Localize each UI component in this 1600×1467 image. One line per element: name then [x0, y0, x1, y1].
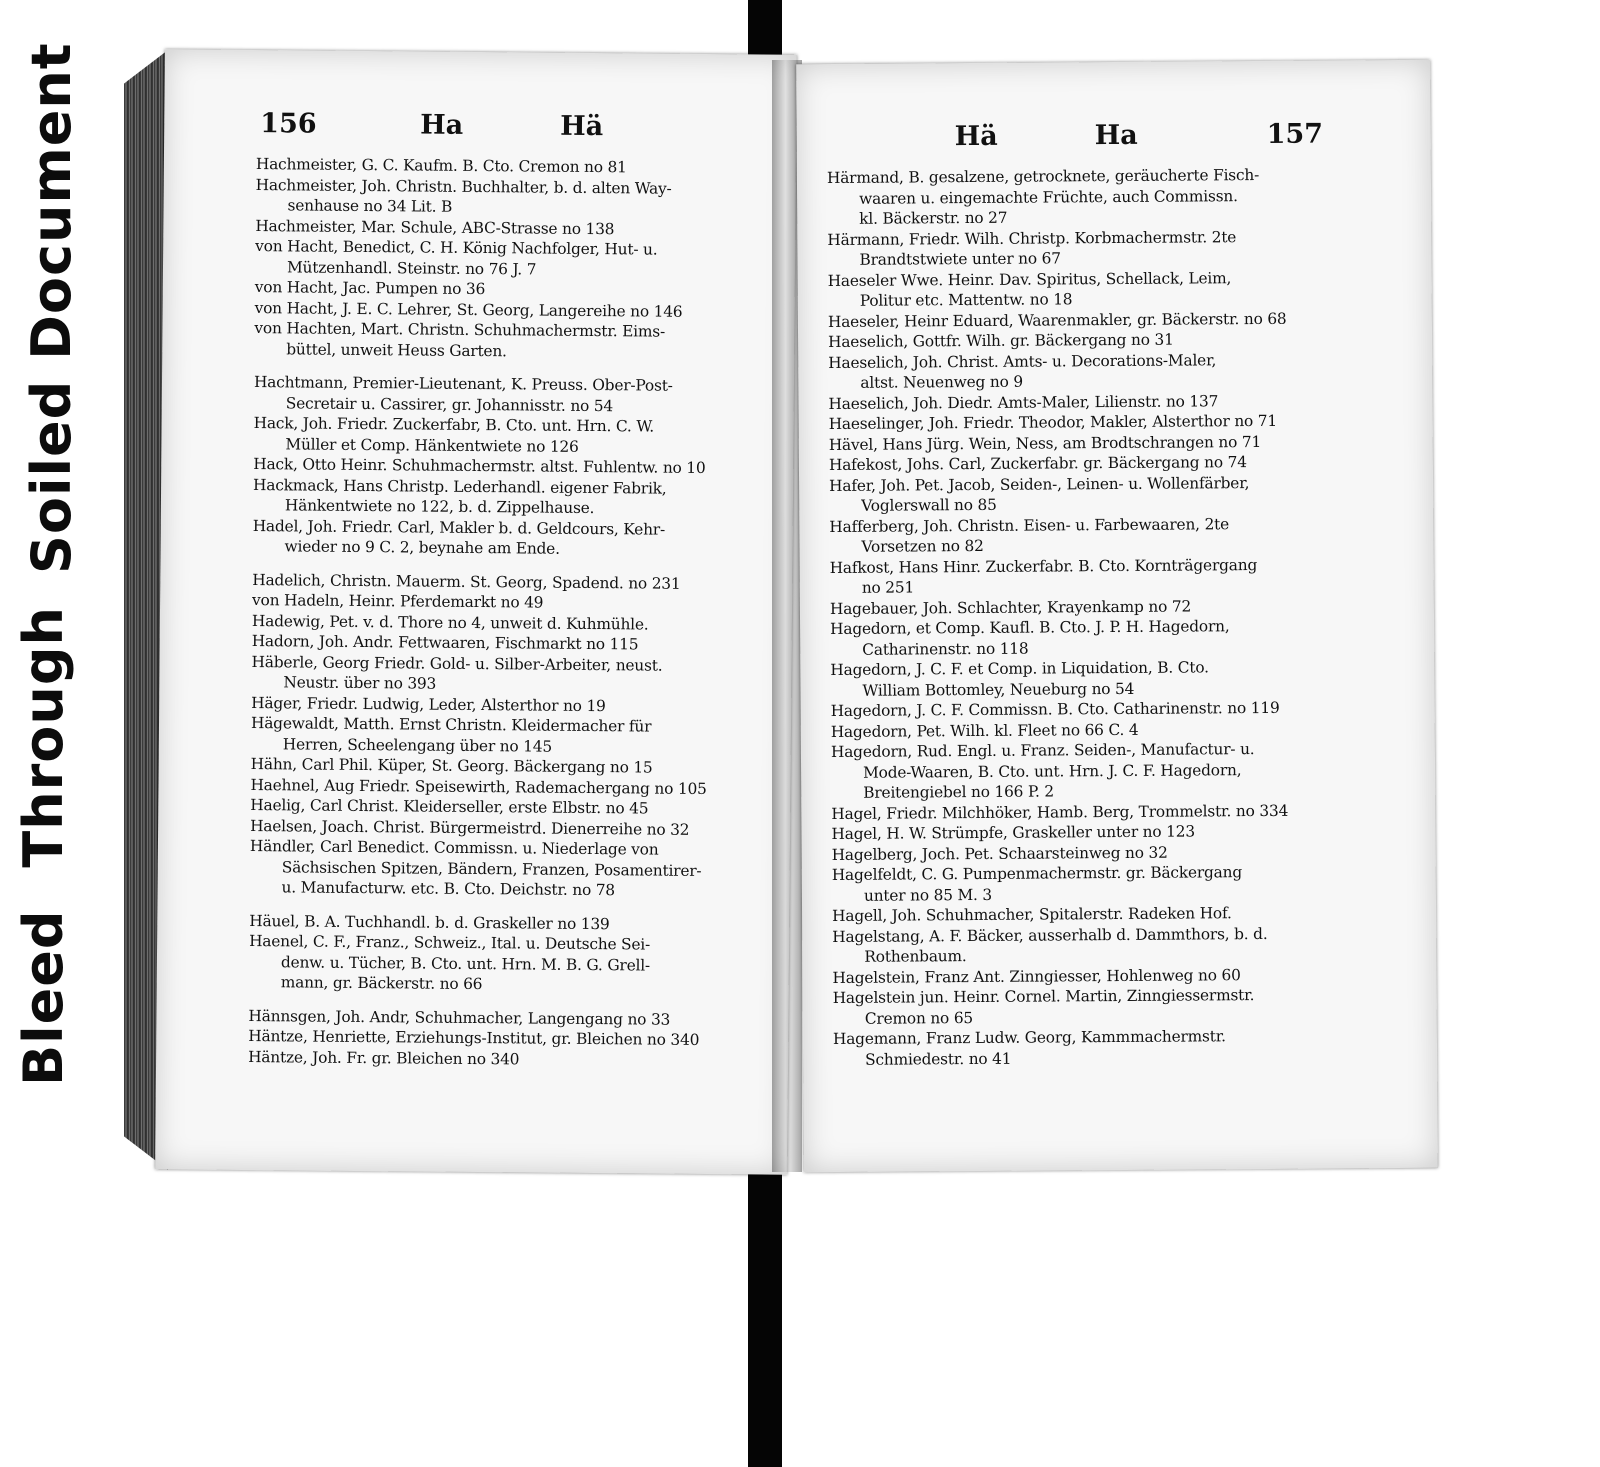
entry-continuation: waaren u. eingemachte Früchte, auch Commissn.: [859, 186, 1238, 208]
entry-line: Hägewaldt, Matth. Ernst Christn. Kleidermacher für: [250, 714, 652, 736]
directory-entry: [830, 657, 1330, 701]
entry-line: Hack, Joh. Friedr. Zuckerfabr, B. Cto. unt. Hrn. C. W.: [253, 414, 655, 436]
entry-line: Härmann, Friedr. Wilh. Christp. Korbmachermstr. 2te: [827, 227, 1237, 249]
entry-continuation: altst. Neuenweg no 9: [860, 372, 1023, 392]
entry-line: Hagelfeldt, C. G. Pumpenmachermstr. gr. Bäckergang: [831, 863, 1243, 884]
entry-line: Hagedorn, J. C. F. et Comp. in Liquidation, B. Cto.: [830, 658, 1209, 680]
entry-line: Hadelich, Christn. Mauerm. St. Georg, Spadend. no 231: [252, 570, 681, 593]
entry-line: Haeselich, Joh. Christ. Amts- u. Decorations-Maler,: [828, 350, 1217, 372]
directory-entry: [829, 472, 1329, 516]
directory-entry: [827, 165, 1327, 209]
directory-entry: [827, 226, 1327, 270]
left-page-header: [164, 107, 796, 149]
entry-line: Haelig, Carl Christ. Kleiderseller, erste Elbstr. no 45: [250, 796, 649, 818]
directory-entry: [831, 698, 1331, 722]
directory-entry: [249, 931, 749, 976]
entry-continuation: William Bottomley, Neueburg no 54: [862, 679, 1135, 700]
entry-line: von Hachten, Mart. Christn. Schuhmachermstr. Eims-: [254, 319, 666, 341]
directory-entry: [833, 1026, 1333, 1070]
entry-line: Hadewig, Pet. v. d. Thore no 4, unweit d. Kuhmühle.: [251, 611, 649, 634]
entry-continuation: kl. Bäckerstr. no 27: [859, 208, 1008, 228]
entry-line: Häntze, Joh. Fr. gr. Bleichen no 340: [248, 1047, 520, 1068]
entry-line: Haeseler Wwe. Heinr. Dav. Spiritus, Schellack, Leim,: [827, 268, 1232, 290]
entry-line: Hafkost, Hans Hinr. Zuckerfabr. B. Cto. Kornträgergang: [829, 555, 1258, 577]
label-bleed-through: Bleed Through: [12, 600, 76, 1092]
entry-line: von Hadeln, Heinr. Pferdemarkt no 49: [252, 591, 544, 612]
directory-entry: [253, 413, 753, 458]
entry-line: Häberle, Georg Friedr. Gold- u. Silber-Arbeiter, neust.: [251, 652, 663, 675]
directory-entry: [249, 972, 749, 997]
entry-continuation: mann, gr. Bäckerstr. no 66: [280, 973, 483, 994]
entry-continuation: Hänkentwiete no 122, b. d. Zippelhause.: [284, 496, 595, 518]
entry-line: Haeseler, Heinr Eduard, Waarenmakler, gr. Bäckerstr. no 68: [827, 309, 1287, 331]
entry-line: Haenel, C. F., Franz., Schweiz., Ital. u. Deutsche Sei-: [249, 932, 651, 954]
directory-entry: [832, 862, 1332, 906]
right-heading-1: Hä: [954, 120, 998, 153]
entry-continuation: Catharinenstr. no 118: [862, 639, 1029, 659]
entry-continuation: unter no 85 M. 3: [863, 885, 993, 905]
entry-line: Hagell, Joh. Schuhmacher, Spitalerstr. Radeken Hof.: [832, 904, 1232, 925]
entry-line: Hagedorn, J. C. F. Commissn. B. Cto. Catharinenstr. no 119: [830, 698, 1280, 721]
entry-line: Härmand, B. gesalzene, getrocknete, geräucherte Fisch-: [826, 165, 1260, 188]
directory-entry: [828, 349, 1328, 393]
entry-line: Hack, Otto Heinr. Schuhmachermstr. altst. Fuhlentw. no 10: [253, 455, 706, 477]
left-heading-1: Ha: [420, 109, 464, 141]
entry-continuation: Herren, Scheelengang über no 145: [282, 734, 553, 756]
right-page-number: 157: [1266, 118, 1324, 150]
entry-line: Hachmeister, G. C. Kaufm. B. Cto. Cremon no 81: [255, 155, 627, 177]
entry-continuation: Vorsetzen no 82: [861, 536, 984, 556]
directory-entry: [829, 513, 1329, 557]
directory-entry: [828, 267, 1328, 311]
entry-line: Hadorn, Joh. Andr. Fettwaaren, Fischmarkt no 115: [251, 632, 639, 654]
right-page: [796, 60, 1438, 1172]
left-page-number: 156: [260, 108, 317, 140]
entry-line: Haeselinger, Joh. Friedr. Theodor, Makler, Alsterthor no 71: [828, 411, 1278, 434]
directory-entry: [255, 236, 755, 281]
entry-continuation: Schmiedestr. no 41: [865, 1049, 1012, 1069]
entry-line: Haeselich, Joh. Diedr. Amts-Maler, Lilienstr. no 137: [828, 391, 1219, 413]
entry-continuation: no 251: [861, 578, 915, 597]
directory-entry: [254, 372, 754, 417]
entry-continuation: u. Manufacturw. etc. B. Cto. Deichstr. no 78: [281, 878, 616, 900]
entry-line: Hähn, Carl Phil. Küper, St. Georg. Bäckergang no 15: [250, 755, 653, 777]
entry-continuation: denw. u. Tücher, B. Cto. unt. Hrn. M. B. G. Grell-: [280, 952, 651, 975]
entry-line: von Hacht, Benedict, C. H. König Nachfolger, Hut- u.: [255, 237, 658, 259]
directory-entry: [831, 739, 1331, 783]
entry-line: Hännsgen, Joh. Andr, Schuhmacher, Langengang no 33: [248, 1006, 671, 1029]
directory-entry: [252, 516, 752, 561]
entry-line: Hachmeister, Mar. Schule, ABC-Strasse no 138: [255, 216, 615, 238]
entry-line: Hafekost, Johs. Carl, Zuckerfabr. gr. Bäckergang no 74: [828, 453, 1247, 475]
entry-line: von Hacht, J. E. C. Lehrer, St. Georg, Langereihe no 146: [254, 298, 683, 321]
entry-continuation: senhause no 34 Lit. B: [287, 196, 453, 216]
entry-continuation: büttel, unweit Heuss Garten.: [286, 339, 507, 360]
entry-line: Hagelstein jun. Heinr. Cornel. Martin, Zinngiessermstr.: [832, 986, 1255, 1007]
entry-continuation: Politur etc. Mattentw. no 18: [859, 290, 1073, 310]
directory-entry: [251, 652, 751, 697]
entry-line: Händler, Carl Benedict. Commissn. u. Niederlage von: [249, 837, 659, 859]
entry-line: Hagedorn, et Comp. Kaufl. B. Cto. J. P. H. Hagedorn,: [830, 617, 1230, 639]
entry-line: Hagedorn, Rud. Engl. u. Franz. Seiden-, Manufactur- u.: [830, 740, 1255, 762]
directory-entry: [830, 554, 1330, 598]
entry-continuation: Breitengiebel no 166 P. 2: [863, 782, 1055, 802]
entry-line: Haelsen, Joach. Christ. Bürgermeistrd. Dienerreihe no 32: [250, 816, 690, 839]
entry-line: Hackmack, Hans Christp. Lederhandl. eigener Fabrik,: [253, 475, 667, 498]
directory-entry: [828, 308, 1328, 332]
entry-continuation: wieder no 9 C. 2, beynahe am Ende.: [284, 537, 560, 558]
label-soiled-document: Soiled Document: [20, 36, 84, 580]
entry-line: Hagebauer, Joh. Schlachter, Krayenkamp no 72: [829, 596, 1192, 618]
entry-line: Häuel, B. A. Tuchhandl. b. d. Graskeller no 139: [249, 911, 610, 933]
entry-continuation: Rothenbaum.: [864, 947, 967, 966]
directory-entry: [250, 836, 750, 881]
entry-continuation: Neustr. über no 393: [283, 673, 437, 693]
entry-line: Hagedorn, Pet. Wilh. kl. Fleet no 66 C. 4: [830, 720, 1139, 741]
entry-line: Hadel, Joh. Friedr. Carl, Makler b. d. Geldcours, Kehr-: [252, 516, 666, 539]
entry-continuation: Müller et Comp. Hänkentwiete no 126: [285, 434, 579, 456]
directory-entry: [829, 411, 1329, 435]
entry-line: Hagel, Friedr. Milchhöker, Hamb. Berg, Trommelstr. no 334: [831, 801, 1289, 823]
right-page-header: [797, 118, 1431, 158]
entry-line: Hafferberg, Joh. Christn. Eisen- u. Farbewaaren, 2te: [829, 514, 1230, 536]
entry-line: Hagelstang, A. F. Bäcker, ausserhalb d. Dammthors, b. d.: [832, 924, 1268, 946]
entry-line: Hagelberg, Joch. Pet. Schaarsteinweg no 32: [831, 843, 1168, 864]
right-entries: [827, 165, 1333, 1070]
entry-continuation: Mode-Waaren, B. Cto. unt. Hrn. J. C. F. Hagedorn,: [863, 760, 1242, 782]
directory-entry: [832, 923, 1332, 967]
left-entries: [248, 154, 756, 1071]
left-page: [155, 49, 797, 1174]
entry-line: Haehnel, Aug Friedr. Speisewirth, Rademachergang no 105: [250, 775, 707, 798]
entry-continuation: Mützenhandl. Steinstr. no 76 J. 7: [286, 257, 537, 279]
entry-line: von Hacht, Jac. Pumpen no 36: [254, 278, 486, 299]
entry-continuation: Secretair u. Cassirer, gr. Johannisstr. no 54: [285, 393, 614, 415]
directory-entry: [830, 616, 1330, 660]
entry-line: Hagelstein, Franz Ant. Zinngiesser, Hohlenweg no 60: [832, 965, 1241, 987]
entry-line: Hagemann, Franz Ludw. Georg, Kammmachermstr.: [832, 1027, 1226, 1048]
entry-line: Hachmeister, Joh. Christn. Buchhalter, b. d. alten Way-: [255, 175, 672, 198]
spine-bar-bottom: [748, 1160, 782, 1467]
entry-line: Hävel, Hans Jürg. Wein, Ness, am Brodtschrangen no 71: [828, 432, 1262, 454]
directory-entry: [833, 985, 1333, 1029]
entry-line: Hagel, H. W. Strümpfe, Graskeller unter no 123: [831, 822, 1195, 843]
entry-line: Haeselich, Gottfr. Wilh. gr. Bäckergang no 31: [828, 330, 1174, 352]
entry-continuation: Brandtstwiete unter no 67: [859, 249, 1061, 269]
left-heading-2: Hä: [560, 110, 604, 143]
directory-entry: [831, 800, 1331, 824]
entry-continuation: Voglerswall no 85: [861, 495, 997, 515]
entry-continuation: Sächsischen Spitzen, Bändern, Franzen, Posamentirer-: [281, 857, 702, 880]
right-heading-2: Ha: [1094, 119, 1138, 152]
directory-entry: [251, 713, 751, 758]
directory-entry: [829, 431, 1329, 455]
entry-line: Häntze, Henriette, Erziehungs-Institut, gr. Bleichen no 340: [248, 1027, 700, 1049]
entry-line: Hafer, Joh. Pet. Jacob, Seiden-, Leinen- u. Wollenfärber,: [829, 473, 1250, 495]
directory-entry: [253, 475, 753, 520]
directory-entry: [255, 175, 755, 220]
directory-entry: [248, 1047, 748, 1072]
directory-entry: [254, 318, 754, 363]
entry-line: Hachtmann, Premier-Lieutenant, K. Preuss. Ober-Post-: [253, 373, 673, 395]
entry-line: Häger, Friedr. Ludwig, Leder, Alsterthor no 19: [251, 693, 606, 715]
entry-continuation: Cremon no 65: [864, 1008, 974, 1028]
